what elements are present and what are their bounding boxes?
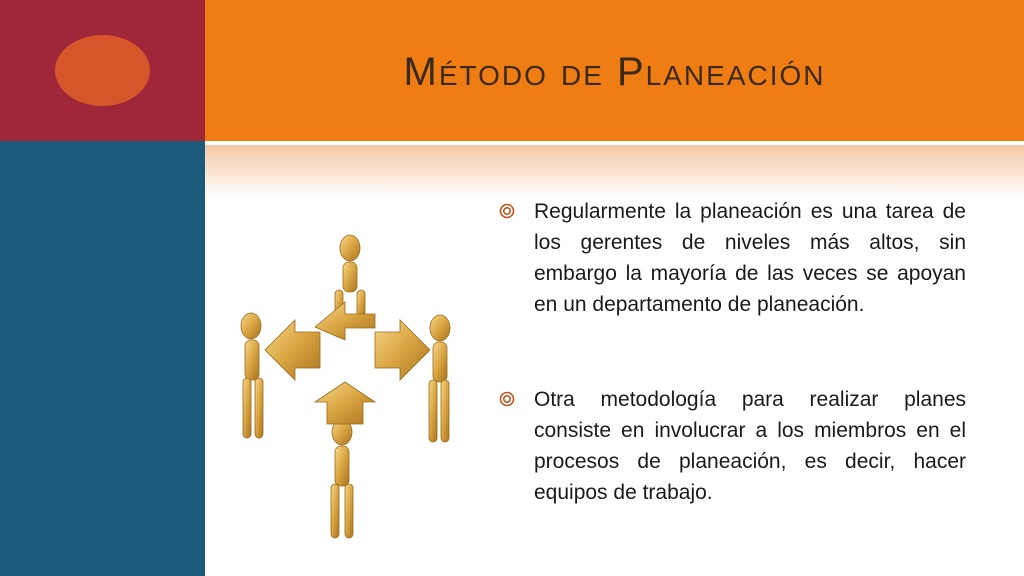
teamwork-illustration [235,232,465,540]
gradient-band [205,145,1024,197]
bullet-item [496,196,966,320]
target-bullet-icon [499,391,515,407]
figure-top-icon [335,235,365,318]
arrow-right-icon [375,320,430,380]
figure-left-icon [241,313,263,438]
bullet-text: Regularmente la planeación es una tarea de los gerentes de niveles más altos, sin embargo la mayoría de las veces se apoyan en un departamento de planeación. [534,200,966,316]
arrow-bottom-icon [315,382,375,424]
bullet-text: Otra metodología para realizar planes consiste en involucrar a los miembros en el procesos de planeación, es decir, hacer equipos de trabajo. [534,388,966,504]
figure-right-icon [429,315,450,442]
slide-title: Método de Planeación [403,50,826,94]
bullet-item [496,384,966,508]
target-bullet-icon [499,203,515,219]
arrow-left-icon [265,320,320,380]
decorative-circle [55,35,150,106]
blue-panel [0,141,205,576]
bullet-list [496,196,966,508]
arrow-top-icon [315,302,375,340]
figure-bottom-icon [331,419,353,538]
